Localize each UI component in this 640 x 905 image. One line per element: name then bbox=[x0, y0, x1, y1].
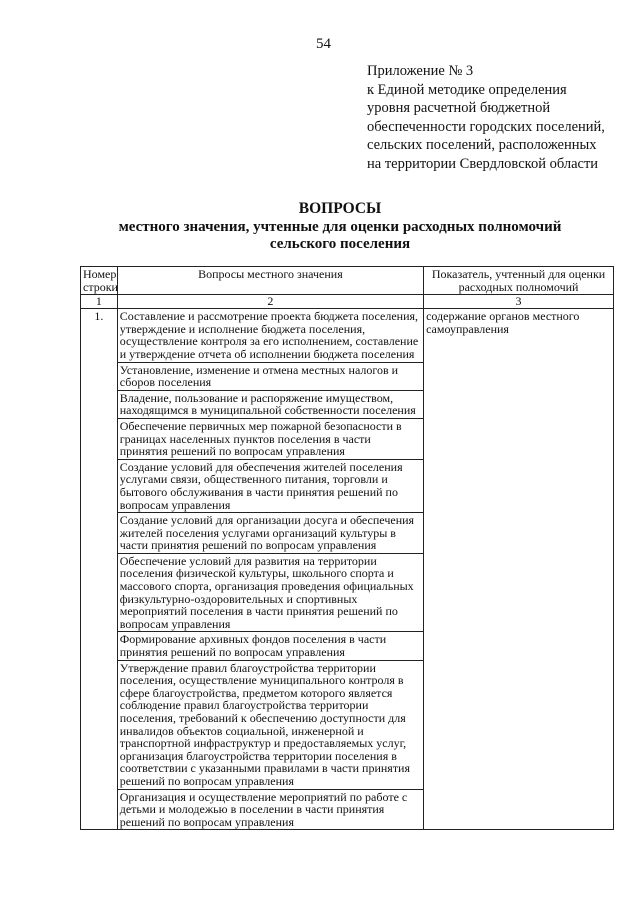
header-indicator: Показатель, учтенный для оценки расходных полномочий bbox=[424, 267, 614, 295]
question-item: Установление, изменение и отмена местных налогов и сборов поселения bbox=[118, 363, 423, 391]
question-item: Составление и рассмотрение проекта бюджета поселения, утверждение и исполнение бюджета поселения, осуществление контроля за его исполнением, составление и утверждение отчета об исполнении бюджета поселения bbox=[118, 309, 423, 362]
row-number: 1. bbox=[81, 309, 118, 830]
table-row bbox=[81, 309, 614, 830]
column-number-row bbox=[81, 295, 614, 309]
appendix-line: Приложение № 3 bbox=[367, 63, 474, 79]
question-item: Создание условий для организации досуга и обеспечения жителей поселения услугами организаций культуры в части принятия решений по вопросам управления bbox=[118, 513, 423, 554]
table-header-row bbox=[81, 267, 614, 295]
question-item: Обеспечение первичных мер пожарной безопасности в границах населенных пунктов поселения в части принятия решений по вопросам управления bbox=[118, 419, 423, 460]
column-number: 1 bbox=[81, 295, 118, 309]
question-item: Утверждение правил благоустройства территории поселения, осуществление муниципального контроля в сфере благоустройства, предметом которого является соблюдение правил благоустройства территории поселения, требований к обеспечению доступности для инвалидов объектов социальной, инженерной и транспортной инфраструктур и предоставляемых услуг, организация благоустройства территории поселения в соответствии с указанными правилами в части принятия решений по вопросам управления bbox=[118, 661, 423, 790]
column-number: 3 bbox=[424, 295, 614, 309]
appendix-line: обеспеченности городских поселений, bbox=[367, 118, 605, 135]
column-number: 2 bbox=[117, 295, 423, 309]
question-item: Обеспечение условий для развития на территории поселения физической культуры, школьного спорта и массового спорта, организация проведения официальных физкультурно-оздоровительных и спортивных мероприятий поселения в части принятия решений по вопросам управления bbox=[118, 554, 423, 633]
question-item: Владение, пользование и распоряжение имуществом, находящимся в муниципальной собственности поселения bbox=[118, 391, 423, 419]
document-title bbox=[60, 200, 620, 254]
header-row-number: Номер строки bbox=[81, 267, 118, 295]
question-item: Формирование архивных фондов поселения в части принятия решений по вопросам управления bbox=[118, 632, 423, 660]
questions-list bbox=[117, 309, 423, 830]
title-main: ВОПРОСЫ bbox=[298, 200, 382, 217]
questions-table bbox=[80, 266, 614, 830]
page-number: 54 bbox=[316, 36, 331, 52]
question-item: Организация и осуществление мероприятий по работе с детьми и молодежью в поселении в части принятия решений по вопросам управления bbox=[119, 789, 408, 829]
indicator-cell: содержание органов местного самоуправления bbox=[424, 309, 614, 830]
title-line-1: местного значения, учтенные для оценки расходных полномочий bbox=[118, 218, 562, 235]
appendix-line: на территории Свердловской области bbox=[367, 155, 599, 172]
appendix-line: уровня расчетной бюджетной bbox=[367, 100, 551, 116]
appendix-line: к Единой методике определения bbox=[367, 81, 567, 98]
header-questions: Вопросы местного значения bbox=[117, 267, 423, 295]
title-line-2: сельского поселения bbox=[269, 236, 411, 252]
question-item: Создание условий для обеспечения жителей поселения услугами связи, общественного питания, торговли и бытового обслуживания в части принятия решений по вопросам управления bbox=[118, 460, 423, 513]
appendix-line: сельских поселений, расположенных bbox=[367, 137, 597, 153]
appendix-note bbox=[367, 62, 632, 173]
